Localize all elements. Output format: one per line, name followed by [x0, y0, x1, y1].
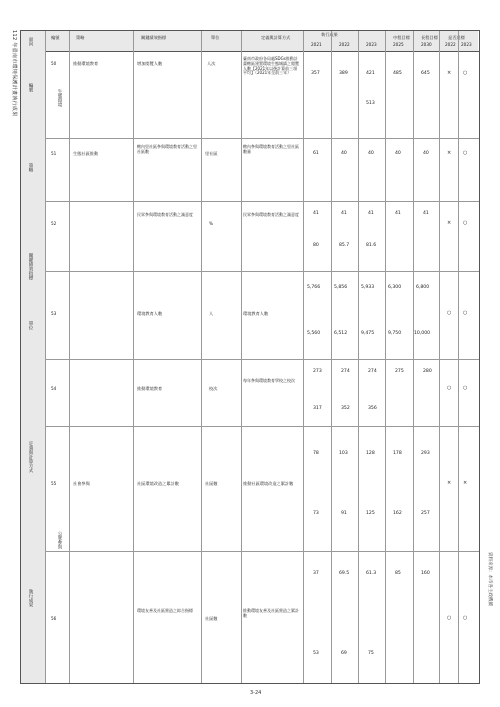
value-2022-b: 91	[341, 511, 347, 516]
value-2022: 40	[341, 151, 347, 156]
row-indicator: 環境友善及社區營造之綜合指標	[137, 608, 193, 613]
goal-2030: 6,800	[416, 285, 430, 290]
col-divider	[303, 31, 304, 683]
col-no: 編號	[51, 35, 60, 40]
value-2023: 5,933	[361, 285, 375, 290]
value-2022: 389	[339, 71, 348, 76]
col-divider	[385, 31, 386, 683]
year-2025: 2025	[393, 42, 404, 47]
category-label: 生態環境	[57, 89, 62, 107]
goal-2025: 6,300	[388, 285, 402, 290]
value-2023: 40	[368, 151, 374, 156]
col-divider	[439, 31, 440, 683]
col-results: 執行成果	[321, 32, 338, 37]
value-2022-b: 85.7	[339, 243, 350, 248]
status-mark-2022: ×	[447, 70, 452, 76]
value-2023: 128	[366, 451, 375, 456]
source-note: 資料來源：本市各主政機關	[487, 552, 492, 606]
col-indicator: 關鍵績效指標	[141, 35, 167, 40]
col-divider	[133, 31, 134, 683]
table-header	[21, 31, 46, 683]
goal-2030: 41	[423, 211, 429, 216]
status-mark-2022: ×	[447, 220, 452, 226]
col-divider	[331, 31, 332, 683]
goal-2025: 275	[395, 369, 404, 374]
row-unit: 里社區	[205, 151, 218, 156]
value-2022: 5,856	[334, 285, 348, 290]
goal-2025: 485	[393, 71, 402, 76]
status-mark-2022: ○	[447, 310, 452, 316]
value-2023-b: 356	[368, 406, 377, 411]
value-2023-extra: 513	[366, 101, 375, 106]
goal-2025: 40	[395, 151, 401, 156]
row-no: 51	[51, 151, 57, 156]
value-2023-b: 75	[368, 651, 374, 656]
value-2021: 273	[313, 369, 322, 374]
met-year-2023: 2023	[461, 42, 472, 47]
value-2023-b: 81.6	[366, 243, 377, 248]
row-unit: %	[209, 221, 213, 226]
col-divider	[358, 31, 359, 683]
header-serial: 編號	[28, 83, 33, 92]
header-indicator: 關鍵績效指標	[28, 253, 33, 280]
goal-2030: 160	[421, 571, 430, 576]
col-definition: 定義與計算方式	[261, 35, 291, 40]
row-unit: 社區數	[205, 616, 218, 621]
page-number: 3-24	[250, 690, 262, 696]
row-unit: 社區數	[205, 481, 218, 486]
value-2021: 61	[313, 151, 319, 156]
value-2021: 37	[313, 571, 319, 576]
status-mark-2023: ○	[463, 615, 468, 621]
value-2021: 41	[313, 211, 319, 216]
col-unit: 單位	[211, 35, 220, 40]
row-no: 55	[51, 481, 57, 486]
row-definition: 轄內參與環境教育活動之里社區數量	[243, 144, 299, 154]
col-divider	[69, 31, 70, 683]
col-met: 是否達標	[448, 35, 465, 40]
goal-2025-b: 9,750	[388, 331, 402, 336]
value-2022-b: 352	[341, 406, 350, 411]
header-definition: 定義與計算方式	[28, 441, 33, 473]
col-long-goal: 長程目標	[421, 35, 438, 40]
value-2021: 78	[313, 451, 319, 456]
value-2022-b: 69	[341, 651, 347, 656]
status-mark-2022: ○	[447, 385, 452, 391]
row-unit: 校次	[209, 386, 218, 391]
row-no: 56	[51, 616, 57, 621]
year-2021: 2021	[311, 42, 322, 47]
row-strategy: 推動環境教育	[73, 61, 99, 66]
header-category: 面向	[28, 37, 33, 46]
col-mid-goal: 中程目標	[393, 35, 410, 40]
goal-2030: 293	[421, 451, 430, 456]
row-indicator: 轄內里社區參與環境教育活動之里社區數	[137, 144, 197, 154]
header-strategy: 策略	[28, 163, 33, 172]
value-2021-b: 53	[313, 651, 319, 656]
value-2021: 357	[311, 71, 320, 76]
value-2023: 41	[368, 211, 374, 216]
met-year-2022: 2022	[445, 42, 456, 47]
goal-2030-b: 257	[421, 511, 430, 516]
goal-2030: 645	[421, 71, 430, 76]
row-unit: 人	[209, 311, 214, 316]
col-divider	[201, 31, 202, 683]
row-indicator: 推動環境教育	[137, 386, 163, 391]
value-2023: 421	[366, 71, 375, 76]
row-definition: 每年參與環境教育學校之校次	[243, 378, 295, 383]
col-strategy: 策略	[76, 35, 85, 40]
row-definition: 環境教育人數	[243, 311, 269, 316]
row-indicator: 社區環境改造之累計數	[137, 481, 179, 486]
value-2023-b: 9,475	[361, 331, 375, 336]
status-mark-2023: ○	[463, 150, 468, 156]
row-definition: 推動社區環境改造之累計數	[243, 481, 294, 486]
value-2021-b: 317	[313, 406, 322, 411]
value-2022: 274	[341, 369, 350, 374]
header-results: 執行成果	[28, 589, 33, 607]
status-mark-2023: ○	[463, 385, 468, 391]
row-definition: 民眾參與環境教育活動之滿意度	[243, 212, 299, 217]
goal-2025-b: 162	[393, 511, 402, 516]
value-2022: 41	[341, 211, 347, 216]
col-divider	[241, 31, 242, 683]
value-2022-b: 6,512	[334, 331, 348, 336]
row-no: 54	[51, 386, 57, 391]
value-2021-b: 73	[313, 511, 319, 516]
row-no: 50	[51, 61, 57, 66]
col-divider	[45, 31, 46, 683]
row-definition: 推動環境友善及社區營造之累計數	[243, 608, 299, 618]
row-no: 53	[51, 311, 57, 316]
row-unit: 人次	[207, 61, 216, 66]
value-2022: 69.5	[339, 571, 350, 576]
row-definition: 臺南市政府各局處SDGs推動計畫轄區建置環境生態城鎮之閱覽人數【2021年以後計算前三項平均】（2021年至前三年）	[243, 56, 299, 76]
kpi-table	[20, 30, 480, 684]
goal-2030: 40	[423, 151, 429, 156]
page-caption: 112 年臺南市環境保護計畫執行成果	[11, 30, 17, 117]
row-no: 52	[51, 221, 57, 226]
status-mark-2023: ○	[463, 310, 468, 316]
status-mark-2022: ×	[447, 480, 452, 486]
col-divider	[458, 31, 459, 683]
value-2023: 61.3	[366, 571, 377, 576]
status-mark-2023: ×	[463, 480, 468, 486]
status-mark-2022: ×	[447, 150, 452, 156]
row-indicator: 環境教育人數	[137, 311, 163, 316]
status-mark-2023: ○	[463, 70, 468, 76]
value-2022: 103	[339, 451, 348, 456]
value-2021-b: 80	[313, 243, 319, 248]
year-2023: 2023	[366, 42, 377, 47]
status-mark-2023: ○	[463, 220, 468, 226]
header-unit: 單位	[28, 321, 33, 330]
category-label: 公眾參與	[57, 531, 62, 549]
row-strategy: 生態社區推動	[73, 151, 99, 156]
value-2023-b: 125	[366, 511, 375, 516]
value-2021-b: 5,560	[307, 331, 321, 336]
row-indicator: 民眾參與環境教育活動之滿意度	[137, 212, 193, 217]
value-2023: 274	[368, 369, 377, 374]
year-2022: 2022	[339, 42, 350, 47]
goal-2025: 178	[393, 451, 402, 456]
row-strategy: 社會參與	[73, 481, 90, 486]
row-indicator: 增加閱覽人數	[137, 61, 163, 66]
goal-2025: 85	[395, 571, 401, 576]
value-2021: 5,766	[307, 285, 321, 290]
goal-2025: 41	[395, 211, 401, 216]
col-divider	[413, 31, 414, 683]
goal-2030-b: 10,000	[414, 331, 431, 336]
status-mark-2022: ○	[447, 615, 452, 621]
year-2030: 2030	[421, 42, 432, 47]
goal-2030: 280	[423, 369, 432, 374]
